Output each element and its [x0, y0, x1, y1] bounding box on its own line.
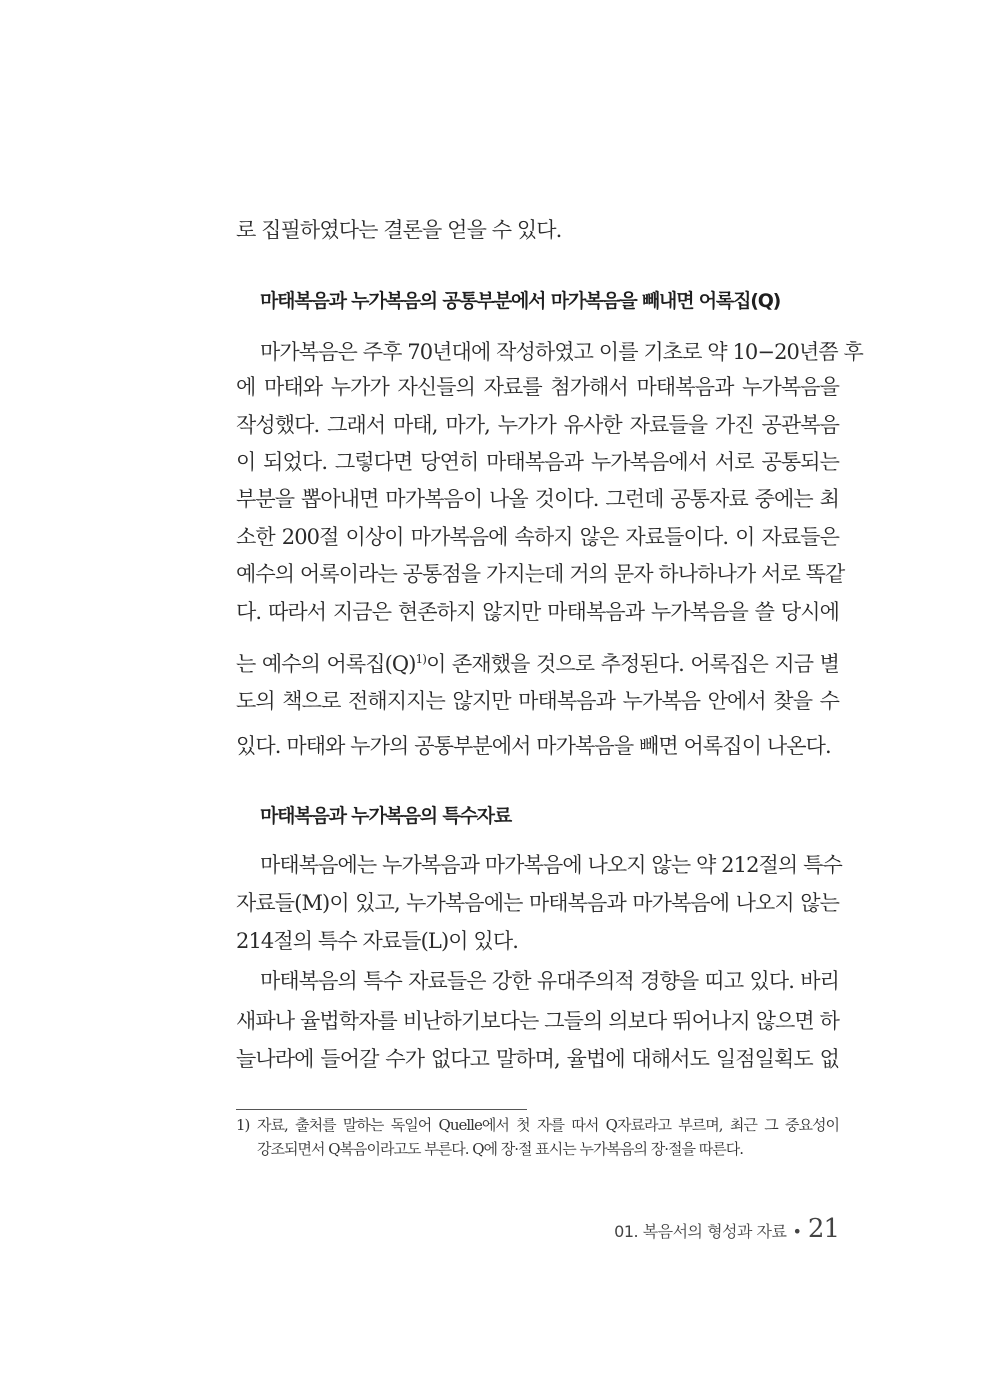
- bullet-separator: •: [792, 1222, 802, 1241]
- page-number: 21: [807, 1214, 839, 1244]
- body-line: 에 마태와 누가가 자신들의 자료를 첨가해서 마태복음과 누가복음을: [236, 375, 839, 399]
- book-page: [236, 0, 863, 1399]
- footnote-text: 강조되면서 Q복음이라고도 부른다. Q에 장·절 표시는 누가복음의 장·절을 따른다.: [257, 1140, 744, 1158]
- body-line: 마태복음의 특수 자료들은 강한 유대주의적 경향을 띠고 있다. 바리: [260, 969, 839, 993]
- body-line: 로 집필하였다는 결론을 얻을 수 있다.: [236, 218, 562, 242]
- body-line: 늘나라에 들어갈 수가 없다고 말하며, 율법에 대해서도 일점일획도 없: [236, 1047, 839, 1071]
- body-line: 도의 책으로 전해지지는 않지만 마태복음과 누가복음 안에서 찾을 수: [236, 689, 839, 713]
- section-heading-special-sources: 마태복음과 누가복음의 특수자료: [260, 805, 511, 827]
- body-line: 소한 200절 이상이 마가복음에 속하지 않은 자료들이다. 이 자료들은: [236, 525, 839, 549]
- page-footer: [614, 1214, 839, 1244]
- body-line: 예수의 어록이라는 공통점을 가지는데 거의 문자 하나하나가 서로 똑같: [236, 562, 845, 586]
- body-line-with-footnote: [236, 649, 839, 679]
- body-line: 자료들(M)이 있고, 누가복음에는 마태복음과 마가복음에 나오지 않는: [236, 891, 839, 915]
- body-line: 이 되었다. 그렇다면 당연히 마태복음과 누가복음에서 서로 공통되는: [236, 450, 839, 474]
- body-line: 마태복음에는 누가복음과 마가복음에 나오지 않는 약 212절의 특수: [260, 853, 842, 877]
- body-line: 새파나 율법학자를 비난하기보다는 그들의 의보다 뛰어나지 않으면 하: [236, 1009, 839, 1033]
- footnote-text: 자료, 출처를 말하는 독일어 Quelle에서 첫 자를 따서 Q자료라고 부르며, 최근 그 중요성이: [257, 1116, 839, 1134]
- body-line: 다. 따라서 지금은 현존하지 않지만 마태복음과 누가복음을 쓸 당시에: [236, 600, 839, 624]
- section-heading-q-source: 마태복음과 누가복음의 공통부분에서 마가복음을 빼내면 어록집(Q): [260, 290, 781, 312]
- body-line: 부분을 뽑아내면 마가복음이 나올 것이다. 그런데 공통자료 중에는 최: [236, 487, 839, 511]
- body-line: 있다. 마태와 누가의 공통부분에서 마가복음을 빼면 어록집이 나온다.: [236, 734, 831, 758]
- footnote-marker: 1): [236, 1116, 250, 1134]
- body-line: 마가복음은 주후 70년대에 작성하였고 이를 기초로 약 10−20년쯤 후: [260, 340, 863, 364]
- body-text: 이 존재했을 것으로 추정된다. 어록집은 지금 별: [426, 652, 839, 676]
- body-text: 는 예수의 어록집(Q): [236, 652, 416, 676]
- body-line: 214절의 특수 자료들(L)이 있다.: [236, 929, 518, 953]
- footnote-reference: 1): [415, 652, 427, 666]
- footnote-divider: [236, 1109, 527, 1110]
- chapter-title: 01. 복음서의 형성과 자료: [614, 1222, 787, 1241]
- body-line: 작성했다. 그래서 마태, 마가, 누가가 유사한 자료들을 가진 공관복음: [236, 413, 839, 437]
